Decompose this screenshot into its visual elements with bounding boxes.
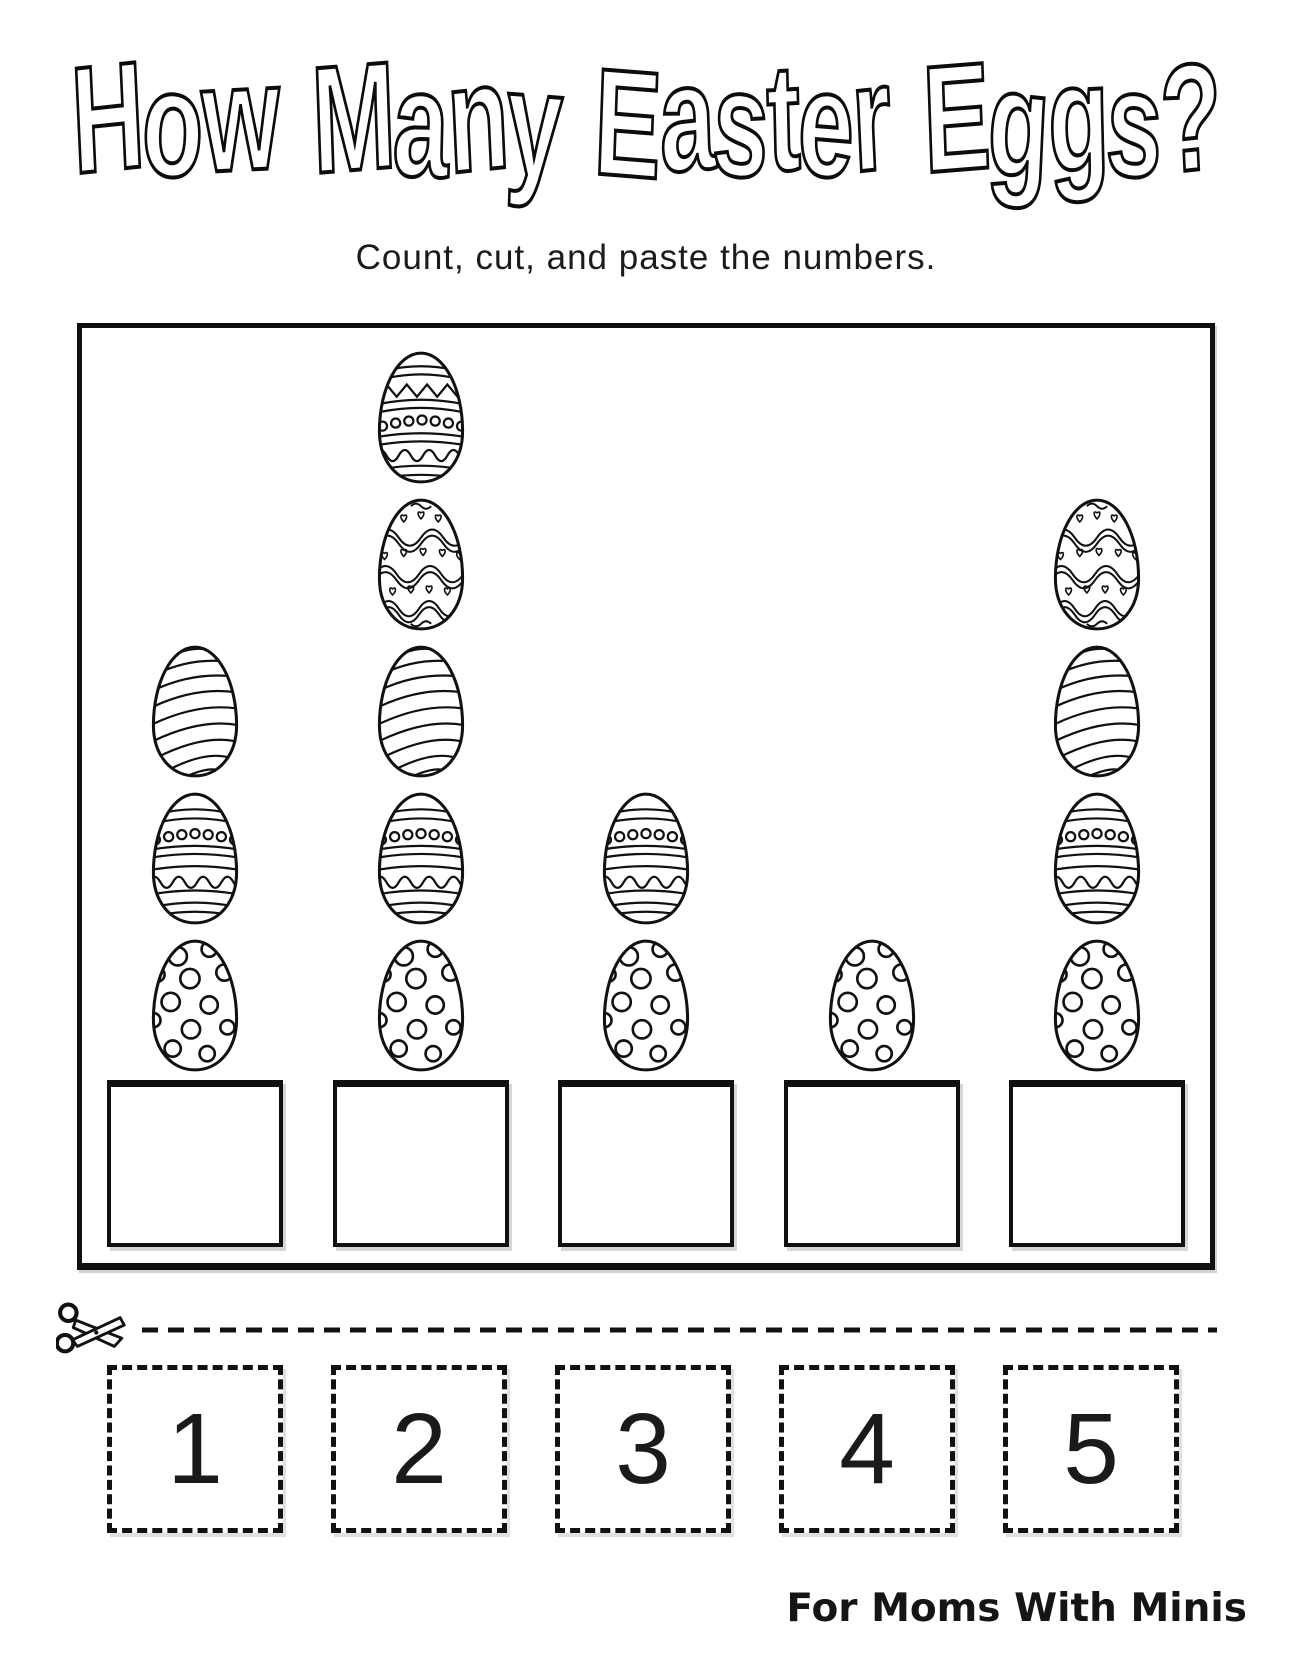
egg-column-4 <box>784 934 960 1247</box>
title-letter: o <box>139 36 205 212</box>
egg-column-3 <box>558 787 734 1247</box>
dots-wave-egg-icon <box>595 787 697 929</box>
title-letter: s <box>1103 36 1164 212</box>
page-title <box>67 29 1224 212</box>
title-letter: a <box>391 37 450 211</box>
egg-stack-5 <box>1046 493 1148 1076</box>
number-card-label: 3 <box>615 1393 671 1505</box>
footer-credit: For Moms With Minis <box>786 1586 1247 1631</box>
zigzag-bands-egg-icon <box>370 346 472 488</box>
dots-wave-egg-icon <box>370 787 472 929</box>
number-cards-row <box>107 1365 1179 1533</box>
cut-line-row <box>56 1296 1217 1364</box>
title-letter: g <box>1045 31 1109 205</box>
title-letter: ? <box>1156 30 1224 206</box>
egg-column-1 <box>107 640 283 1247</box>
title-letter: H <box>67 29 147 207</box>
title-letter: M <box>308 29 397 207</box>
polka-dot-egg-icon <box>595 934 697 1076</box>
answer-box-3[interactable] <box>558 1080 734 1247</box>
number-card-label: 5 <box>1063 1393 1119 1505</box>
title-letter: s <box>709 36 771 212</box>
title-letter <box>889 44 923 196</box>
title-letter: w <box>199 31 280 205</box>
number-card-3[interactable] <box>555 1365 731 1533</box>
number-card-label: 4 <box>839 1393 895 1505</box>
answer-box-5[interactable] <box>1009 1080 1185 1247</box>
number-card-2[interactable] <box>331 1365 507 1533</box>
title-letter: E <box>591 36 663 212</box>
answer-box-2[interactable] <box>333 1080 509 1247</box>
title-letter <box>560 44 594 196</box>
egg-column-2 <box>333 346 509 1247</box>
egg-board <box>77 323 1215 1270</box>
title-letter: r <box>848 31 894 205</box>
title-letter <box>278 44 312 196</box>
title-letter: y <box>503 36 564 212</box>
dashed-cut-line <box>142 1326 1217 1334</box>
dots-wave-egg-icon <box>144 787 246 929</box>
scallop-hearts-egg-icon <box>1046 493 1148 635</box>
number-card-1[interactable] <box>107 1365 283 1533</box>
polka-dot-egg-icon <box>1046 934 1148 1076</box>
diagonal-stripes-egg-icon <box>1046 640 1148 782</box>
title-letter: t <box>765 32 801 204</box>
scissors-icon <box>56 1298 130 1362</box>
egg-column-5 <box>1009 493 1185 1247</box>
number-card-5[interactable] <box>1003 1365 1179 1533</box>
title-letter: a <box>656 30 717 206</box>
title-letter: n <box>443 30 511 206</box>
polka-dot-egg-icon <box>370 934 472 1076</box>
number-card-label: 1 <box>167 1393 223 1505</box>
title-letter: e <box>795 36 856 212</box>
egg-stack-2 <box>370 346 472 1076</box>
diagonal-stripes-egg-icon <box>370 640 472 782</box>
number-card-4[interactable] <box>779 1365 955 1533</box>
answer-box-4[interactable] <box>784 1080 960 1247</box>
diagonal-stripes-egg-icon <box>144 640 246 782</box>
dots-wave-egg-icon <box>1046 787 1148 929</box>
instructions-text: Count, cut, and paste the numbers. <box>355 238 937 277</box>
answer-box-1[interactable] <box>107 1080 283 1247</box>
number-card-label: 2 <box>391 1393 447 1505</box>
title-letter: E <box>920 30 992 206</box>
title-letter: g <box>984 36 1052 212</box>
egg-board-columns <box>82 328 1210 1263</box>
egg-stack-3 <box>595 787 697 1076</box>
polka-dot-egg-icon <box>821 934 923 1076</box>
polka-dot-egg-icon <box>144 934 246 1076</box>
egg-stack-1 <box>144 640 246 1076</box>
egg-stack-4 <box>821 934 923 1076</box>
scallop-hearts-egg-icon <box>370 493 472 635</box>
